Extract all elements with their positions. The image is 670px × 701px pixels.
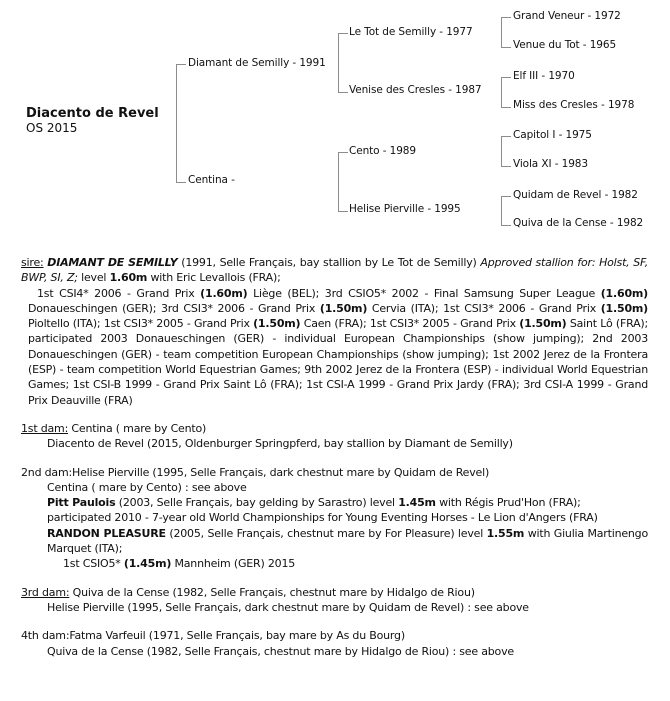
bracket-sire-dam-parents <box>501 77 511 108</box>
pedigree-node-sire-sire: Le Tot de Semilly - 1977 <box>349 26 473 38</box>
first-dam-section <box>21 421 648 452</box>
pedigree-node-sire-dam: Venise des Cresles - 1987 <box>349 84 482 96</box>
third-dam-section <box>21 585 648 616</box>
pedigree-node-dam-sire: Cento - 1989 <box>349 145 416 157</box>
pedigree-node-sire-dam-dam: Miss des Cresles - 1978 <box>513 99 635 111</box>
bracket-dam-parents <box>338 152 348 212</box>
second-dam-offspring-randon-pleasure: RANDON PLEASURE (2005, Selle Français, chestnut mare by For Pleasure) level 1.55m with Giulia Martinengo Marquet (ITA); <box>47 526 648 556</box>
first-dam-heading: 1st dam: Centina ( mare by Cento) <box>21 421 207 435</box>
pedigree-node-dam-dam: Helise Pierville - 1995 <box>349 203 461 215</box>
bracket-dam-sire-parents <box>501 136 511 167</box>
subject-registry-year: OS 2015 <box>26 121 78 135</box>
fourth-dam-heading: 4th dam:Fatma Varfeuil (1971, Selle Français, bay mare by As du Bourg) <box>21 629 405 643</box>
fourth-dam-section <box>21 628 648 659</box>
pedigree-node-dam-sire-sire: Capitol I - 1975 <box>513 129 592 141</box>
pedigree-text <box>21 255 648 659</box>
pedigree-node-sire: Diamant de Semilly - 1991 <box>188 57 326 69</box>
bracket-sire-sire-parents <box>501 17 511 48</box>
bracket-sire-parents <box>338 33 348 93</box>
second-dam-offspring-centina: Centina ( mare by Cento) : see above <box>47 480 247 494</box>
third-dam-heading: 3rd dam: Quiva de la Cense (1982, Selle Français, chestnut mare by Hidalgo de Riou) <box>21 585 475 599</box>
second-dam-section <box>21 465 648 572</box>
second-dam-pitt-paulois-results: participated 2010 - 7-year old World Championships for Young Eventing Horses - Le Lion d'Angers (FRA) <box>47 511 598 525</box>
pedigree-node-dam: Centina - <box>188 174 235 186</box>
third-dam-offspring: Helise Pierville (1995, Selle Français, dark chestnut mare by Quidam de Revel) : see above <box>47 600 529 614</box>
bracket-gen1 <box>176 64 186 183</box>
first-dam-offspring: Diacento de Revel (2015, Oldenburger Springpferd, bay stallion by Diamant de Semilly) <box>47 437 513 451</box>
pedigree-node-dam-sire-dam: Viola XI - 1983 <box>513 158 588 170</box>
pedigree-tree <box>0 0 670 252</box>
sire-section <box>21 255 648 408</box>
sire-heading: sire: DIAMANT DE SEMILLY (1991, Selle Français, bay stallion by Le Tot de Semilly) Approved stallion for: Holst, SF, BWP, SI, Z; level 1.60m with Eric Levallois (FRA); <box>21 256 648 285</box>
pedigree-node-sire-sire-dam: Venue du Tot - 1965 <box>513 39 617 51</box>
bracket-dam-dam-parents <box>501 196 511 226</box>
second-dam-randon-pleasure-results: 1st CSIO5* (1.45m) Mannheim (GER) 2015 <box>63 557 296 571</box>
sire-achievements: 1st CSI4* 2006 - Grand Prix (1.60m) Liège (BEL); 3rd CSIO5* 2002 - Final Samsung Super League (1.60m) Donaueschingen (GER); 3rd CSI3* 2006 - Grand Prix (1.50m) Cervia (ITA); 1st CSI3* 2006 - Grand Prix (1.50m) Pioltello (ITA); 1st CSI3* 2005 - Grand Prix (1.50m) Caen (FRA); 1st CSI3* 2005 - Grand Prix (1.50m) Saint Lô (FRA); participated 2003 Donaueschingen (GER) - individual European Championships (show jumping); 2nd 2003 Donaueschingen (GER) - team competition European Championships (show jumping); 1st 2002 Jerez de la Frontera (ESP) - team competition World Equestrian Games; 9th 2002 Jerez de la Frontera (ESP) - individual World Equestrian Games; 1st CSI-B 1999 - Grand Prix Saint Lô (FRA); 1st CSI-A 1999 - Grand Prix Jardy (FRA); 3rd CSI-A 1999 - Grand Prix Deauville (FRA) <box>28 286 649 407</box>
pedigree-node-dam-dam-sire: Quidam de Revel - 1982 <box>513 189 638 201</box>
fourth-dam-offspring: Quiva de la Cense (1982, Selle Français, chestnut mare by Hidalgo de Riou) : see above <box>47 644 514 658</box>
second-dam-heading: 2nd dam:Helise Pierville (1995, Selle Français, dark chestnut mare by Quidam de Revel) <box>21 465 490 479</box>
pedigree-node-sire-dam-sire: Elf III - 1970 <box>513 70 575 82</box>
subject-name: Diacento de Revel <box>26 106 159 121</box>
pedigree-node-dam-dam-dam: Quiva de la Cense - 1982 <box>513 217 644 229</box>
pedigree-node-sire-sire-sire: Grand Veneur - 1972 <box>513 10 621 22</box>
second-dam-offspring-pitt-paulois: Pitt Paulois (2003, Selle Français, bay gelding by Sarastro) level 1.45m with Régis Prud'Hon (FRA); <box>47 496 581 510</box>
